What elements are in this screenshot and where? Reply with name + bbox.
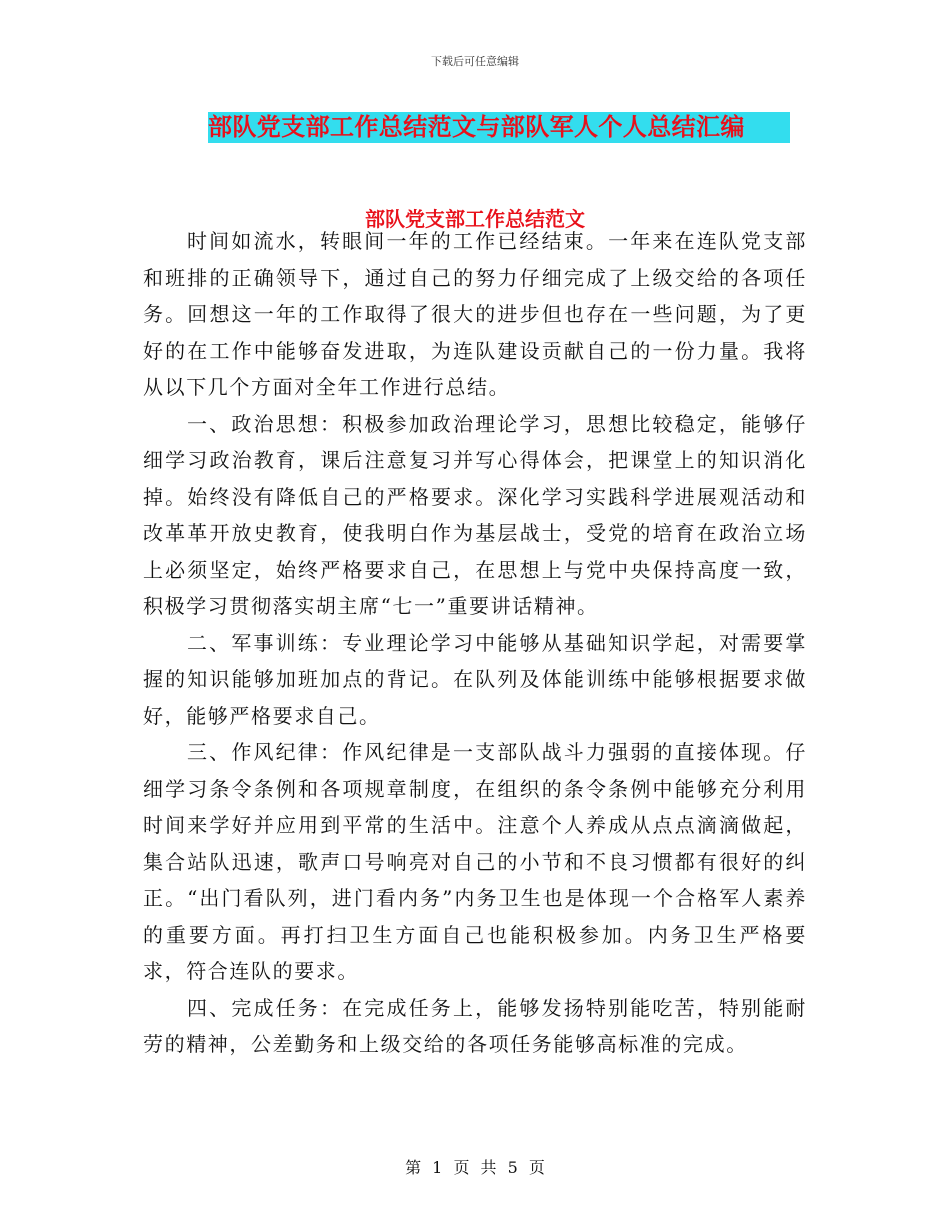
page-header-note: 下载后可任意编辑 — [431, 55, 519, 68]
paragraph-discipline: 三、作风纪律：作风纪律是一支部队战斗力强弱的直接体现。仔细学习条令条例和各项规章制度，在组织的条令条例中能够充分利用时间来学好并应用到平常的生活中。注意个人养成从点点滴滴做起，集合站队迅速，歌声口号响亮对自己的小节和不良习惯都有很好的纠正。“出门看队列，进门看内务”内务卫生也是体现一个合格军人素养的重要方面。再打扫卫生方面自己也能积极参加。内务卫生严格要求，符合连队的要求。 — [143, 740, 807, 983]
paragraph-military-training: 二、军事训练：专业理论学习中能够从基础知识学起，对需要掌握的知识能够加班加点的背记。在队列及体能训练中能够根据要求做好，能够严格要求自己。 — [143, 630, 807, 728]
paragraph-political-thought: 一、政治思想：积极参加政治理论学习，思想比较稳定，能够仔细学习政治教育，课后注意复习并写心得体会，把课堂上的知识消化掉。始终没有降低自己的严格要求。深化学习实践科学进展观活动和改革革开放史教育，使我明白作为基层战士，受党的培育在政治立场上必须坚定，始终严格要求自己，在思想上与党中央保持高度一致，积极学习贯彻落实胡主席“七一”重要讲话精神。 — [143, 411, 807, 618]
paragraph-tasks: 四、完成任务：在完成任务上，能够发扬特别能吃苦，特别能耐劳的精神，公差勤务和上级交给的各项任务能够高标准的完成。 — [143, 995, 807, 1056]
main-title: 部队党支部工作总结范文与部队军人个人总结汇编 — [208, 113, 745, 141]
section-title: 部队党支部工作总结范文 — [365, 207, 585, 231]
main-title-highlight — [208, 112, 790, 143]
document-body — [143, 223, 807, 1063]
page-number-footer: 第 1 页 共 5 页 — [405, 1158, 545, 1177]
paragraph-intro: 时间如流水，转眼间一年的工作已经结束。一年来在连队党支部和班排的正确领导下，通过自己的努力仔细完成了上级交给的各项任务。回想这一年的工作取得了很大的进步但也存在一些问题，为了更好的在工作中能够奋发进取，为连队建设贡献自己的一份力量。我将从以下几个方面对全年工作进行总结。 — [143, 229, 807, 399]
